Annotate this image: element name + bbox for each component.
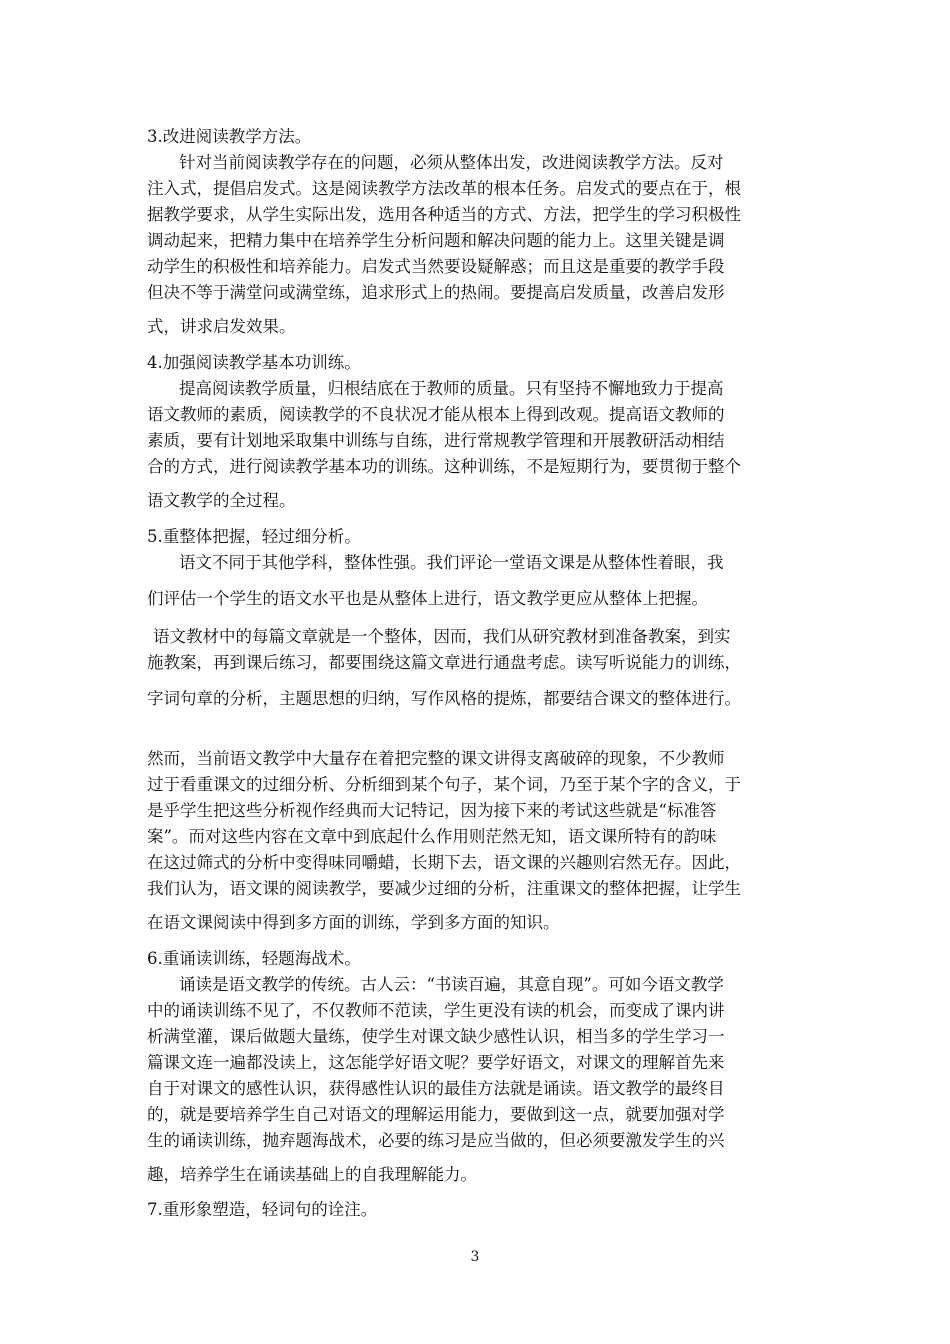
paragraph-line: 素质，要有计划地采取集中训练与自练，进行常规教学管理和开展教研活动相结 xyxy=(147,431,725,450)
paragraph-line: 析满堂灌，课后做题大量练，使学生对课文缺少感性认识，相当多的学生学习一 xyxy=(147,1027,725,1046)
paragraph-line: 诵读是语文教学的传统。古人云：“书读百遍，其意自现”。可如今语文教学 xyxy=(179,975,724,994)
paragraph-line: 针对当前阅读教学存在的问题，必须从整体出发，改进阅读教学方法。反对 xyxy=(179,153,724,172)
paragraph-line: 篇课文连一遍都没读上，这怎能学好语文呢？要学好语文，对课文的理解首先来 xyxy=(147,1053,725,1072)
paragraph-line: 生的诵读训练，抛弃题海战术，必要的练习是应当做的，但必须要激发学生的兴 xyxy=(147,1131,725,1150)
paragraph-line: 的，就是要培养学生自己对语文的理解运用能力，要做到这一点，就要加强对学 xyxy=(147,1105,725,1124)
paragraph-line: 动学生的积极性和培养能力。启发式当然要设疑解惑；而且这是重要的教学手段 xyxy=(147,257,725,276)
paragraph-line: 调动起来，把精力集中在培养学生分析问题和解决问题的能力上。这里关键是调 xyxy=(147,231,725,250)
paragraph-line: 字词句章的分析，主题思想的归纳，写作风格的提炼，都要结合课文的整体进行。 xyxy=(147,689,741,708)
paragraph-line: 注入式，提倡启发式。这是阅读教学方法改革的根本任务。启发式的要点在于，根 xyxy=(147,179,741,198)
paragraph-line: 在这过筛式的分析中变得味同嚼蜡，长期下去，语文课的兴趣则宕然无存。因此， xyxy=(147,853,741,872)
paragraph-line: 提高阅读教学质量，归根结底在于教师的质量。只有坚持不懈地致力于提高 xyxy=(179,379,724,398)
paragraph-line: 语文教学的全过程。 xyxy=(147,491,296,510)
paragraph-line: 语文不同于其他学科，整体性强。我们评论一堂语文课是从整体性着眼，我 xyxy=(179,553,724,572)
paragraph-line: 语文教师的素质，阅读教学的不良状况才能从根本上得到改观。提高语文教师的 xyxy=(147,405,725,424)
paragraph-line: 然而，当前语文教学中大量存在着把完整的课文讲得支离破碎的现象，不少教师 xyxy=(147,749,725,768)
section-heading: 3.改进阅读教学方法。 xyxy=(147,127,312,146)
paragraph-line: 但决不等于满堂问或满堂练，追求形式上的热闹。要提高启发质量，改善启发形 xyxy=(147,283,725,302)
paragraph-line: 据教学要求，从学生实际出发，选用各种适当的方式、方法，把学生的学习积极性 xyxy=(147,205,741,224)
paragraph-line: 合的方式，进行阅读教学基本功的训练。这种训练，不是短期行为，要贯彻于整个 xyxy=(147,457,741,476)
paragraph-line: 中的诵读训练不见了，不仅教师不范读，学生更没有读的机会，而变成了课内讲 xyxy=(147,1001,725,1020)
paragraph-line: 趣，培养学生在诵读基础上的自我理解能力。 xyxy=(147,1165,477,1184)
section-heading: 4.加强阅读教学基本功训练。 xyxy=(147,353,361,372)
paragraph-line: 案”。而对这些内容在文章中到底起什么作用则茫然无知，语文课所特有的韵味 xyxy=(147,827,717,846)
page-number: 3 xyxy=(470,1249,480,1265)
paragraph-line: 施教案，再到课后练习，都要围绕这篇文章进行通盘考虑。读写听说能力的训练， xyxy=(147,653,741,672)
paragraph-line: 式，讲求启发效果。 xyxy=(147,317,296,336)
paragraph-line: 是乎学生把这些分析视作经典而大记特记，因为接下来的考试这些就是“标准答 xyxy=(147,801,717,820)
paragraph-line: 语文教材中的每篇文章就是一个整体，因而，我们从研究教材到准备教案，到实 xyxy=(153,627,731,646)
paragraph-line: 过于看重课文的过细分析、分析细到某个句子，某个词，乃至于某个字的含义，于 xyxy=(147,775,741,794)
paragraph-line: 我们认为，语文课的阅读教学，要减少过细的分析，注重课文的整体把握，让学生 xyxy=(147,879,741,898)
paragraph-line: 自于对课文的感性认识，获得感性认识的最佳方法就是诵读。语文教学的最终目 xyxy=(147,1079,725,1098)
section-heading: 7.重形象塑造，轻词句的诠注。 xyxy=(147,1200,378,1219)
paragraph-line: 们评估一个学生的语文水平也是从整体上进行，语文教学更应从整体上把握。 xyxy=(147,589,708,608)
section-heading: 6.重诵读训练，轻题海战术。 xyxy=(147,949,361,968)
paragraph-line: 在语文课阅读中得到多方面的训练，学到多方面的知识。 xyxy=(147,913,560,932)
section-heading: 5.重整体把握，轻过细分析。 xyxy=(147,527,361,546)
